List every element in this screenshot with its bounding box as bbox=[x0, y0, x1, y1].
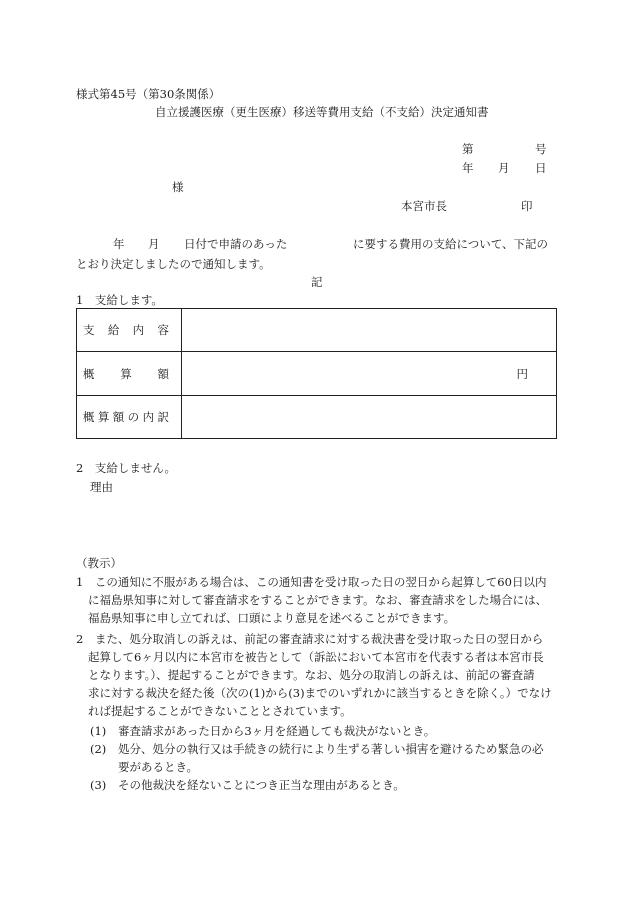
sub-item-text: 要があるとき。 bbox=[118, 760, 199, 774]
issuer-seal: 印 bbox=[521, 199, 533, 213]
sub-item-number: (2) bbox=[90, 742, 107, 756]
sub-item-number: (3) bbox=[90, 778, 107, 792]
ref-go: 号 bbox=[535, 142, 547, 156]
label-char: 算 bbox=[120, 366, 132, 381]
sub-item-number: (1) bbox=[90, 724, 107, 738]
label-char: 支 bbox=[83, 323, 95, 337]
table-row bbox=[77, 309, 557, 352]
text-line: れば提起することができないこととされています。 bbox=[88, 704, 352, 718]
document-title: 自立援護医療（更生医療）移送等費用支給（不支給）決定通知書 bbox=[155, 105, 489, 119]
sub-item-text: その他裁決を経ないことにつき正当な理由があるとき。 bbox=[118, 778, 405, 792]
label-char: 内 bbox=[132, 323, 145, 337]
list-item bbox=[90, 776, 560, 794]
label-char: 額 bbox=[112, 410, 125, 424]
label-char: 内 bbox=[142, 410, 155, 424]
list-item bbox=[90, 740, 560, 776]
label-char: 算 bbox=[97, 410, 110, 424]
body-line2: とおり決定しましたので通知します。 bbox=[76, 257, 271, 271]
list-item bbox=[90, 722, 560, 740]
label-char: 額 bbox=[157, 366, 169, 381]
form-number: 様式第45号（第30条関係） bbox=[76, 87, 221, 101]
amount-breakdown-value[interactable] bbox=[182, 396, 557, 439]
ki-label: 記 bbox=[311, 275, 323, 289]
section1-heading: 1 支給します。 bbox=[76, 293, 163, 307]
label-char: 訳 bbox=[157, 410, 169, 424]
text-line: 起算して6ヶ月以内に本宮市を被告として（訴訟において本宮市を代表する者は本宮市長 bbox=[88, 650, 544, 664]
payment-table bbox=[76, 308, 557, 439]
date-year: 年 bbox=[462, 161, 474, 175]
label-char: 給 bbox=[107, 323, 120, 337]
sub-item-text: 審査請求があった日から3ヶ月を経過しても裁決がないとき。 bbox=[118, 724, 436, 738]
label-char: の bbox=[127, 410, 140, 424]
text-line: に福島県知事に対して審査請求をすることができます。なお、審査請求をした場合には、 bbox=[88, 593, 548, 607]
body-line1-end: に要する費用の支給について、下記の bbox=[353, 237, 549, 251]
body-month: 月 bbox=[148, 237, 160, 251]
text-line: 2 また、処分取消しの訴えは、前記の審査請求に対する裁決書を受け取った日の翌日から bbox=[76, 632, 544, 646]
reason-label: 理由 bbox=[90, 480, 113, 494]
text-line: 福島県知事に申し立てれば、口頭により意見を述べることができます。 bbox=[88, 611, 456, 625]
text-line: となります。）、提起することができます。なお、処分の取消しの訴えは、前記の審査請 bbox=[88, 668, 535, 682]
table-row bbox=[77, 396, 557, 439]
body-year: 年 bbox=[113, 237, 125, 251]
label-cell bbox=[77, 396, 182, 439]
instruction-sub-items bbox=[90, 722, 560, 794]
yen-unit: 円 bbox=[516, 366, 528, 381]
label-cell bbox=[77, 309, 182, 352]
payment-content-value[interactable] bbox=[182, 309, 557, 352]
label-char: 概 bbox=[83, 410, 95, 424]
text-line: 求に対する裁決を経た後（次の(1)から(3)までのいずれかに該当するときを除く。）でなけ bbox=[88, 686, 552, 700]
instruction-item-2 bbox=[76, 630, 561, 720]
issuer-name: 本宮市長 bbox=[401, 199, 447, 213]
label-cell bbox=[77, 352, 182, 396]
table-row bbox=[77, 352, 557, 396]
label-char: 容 bbox=[157, 323, 169, 337]
ref-dai: 第 bbox=[462, 142, 474, 156]
body-line1-mid: 日付で申請のあった bbox=[184, 237, 288, 251]
date-day: 日 bbox=[535, 161, 547, 175]
section2-heading: 2 支給しません。 bbox=[76, 461, 177, 475]
instruction-item-1 bbox=[76, 573, 561, 627]
label-char: 概 bbox=[83, 366, 95, 381]
instruction-heading: （教示） bbox=[76, 556, 122, 570]
sub-item-text: 処分、処分の執行又は手続きの続行により生ずる著しい損害を避けるため緊急の必 bbox=[118, 742, 544, 756]
addressee-suffix: 様 bbox=[172, 180, 184, 194]
date-month: 月 bbox=[498, 161, 510, 175]
text-line: 1 この通知に不服がある場合は、この通知書を受け取った日の翌日から起算して60日以内 bbox=[76, 575, 547, 589]
estimated-amount-value[interactable] bbox=[182, 352, 557, 396]
